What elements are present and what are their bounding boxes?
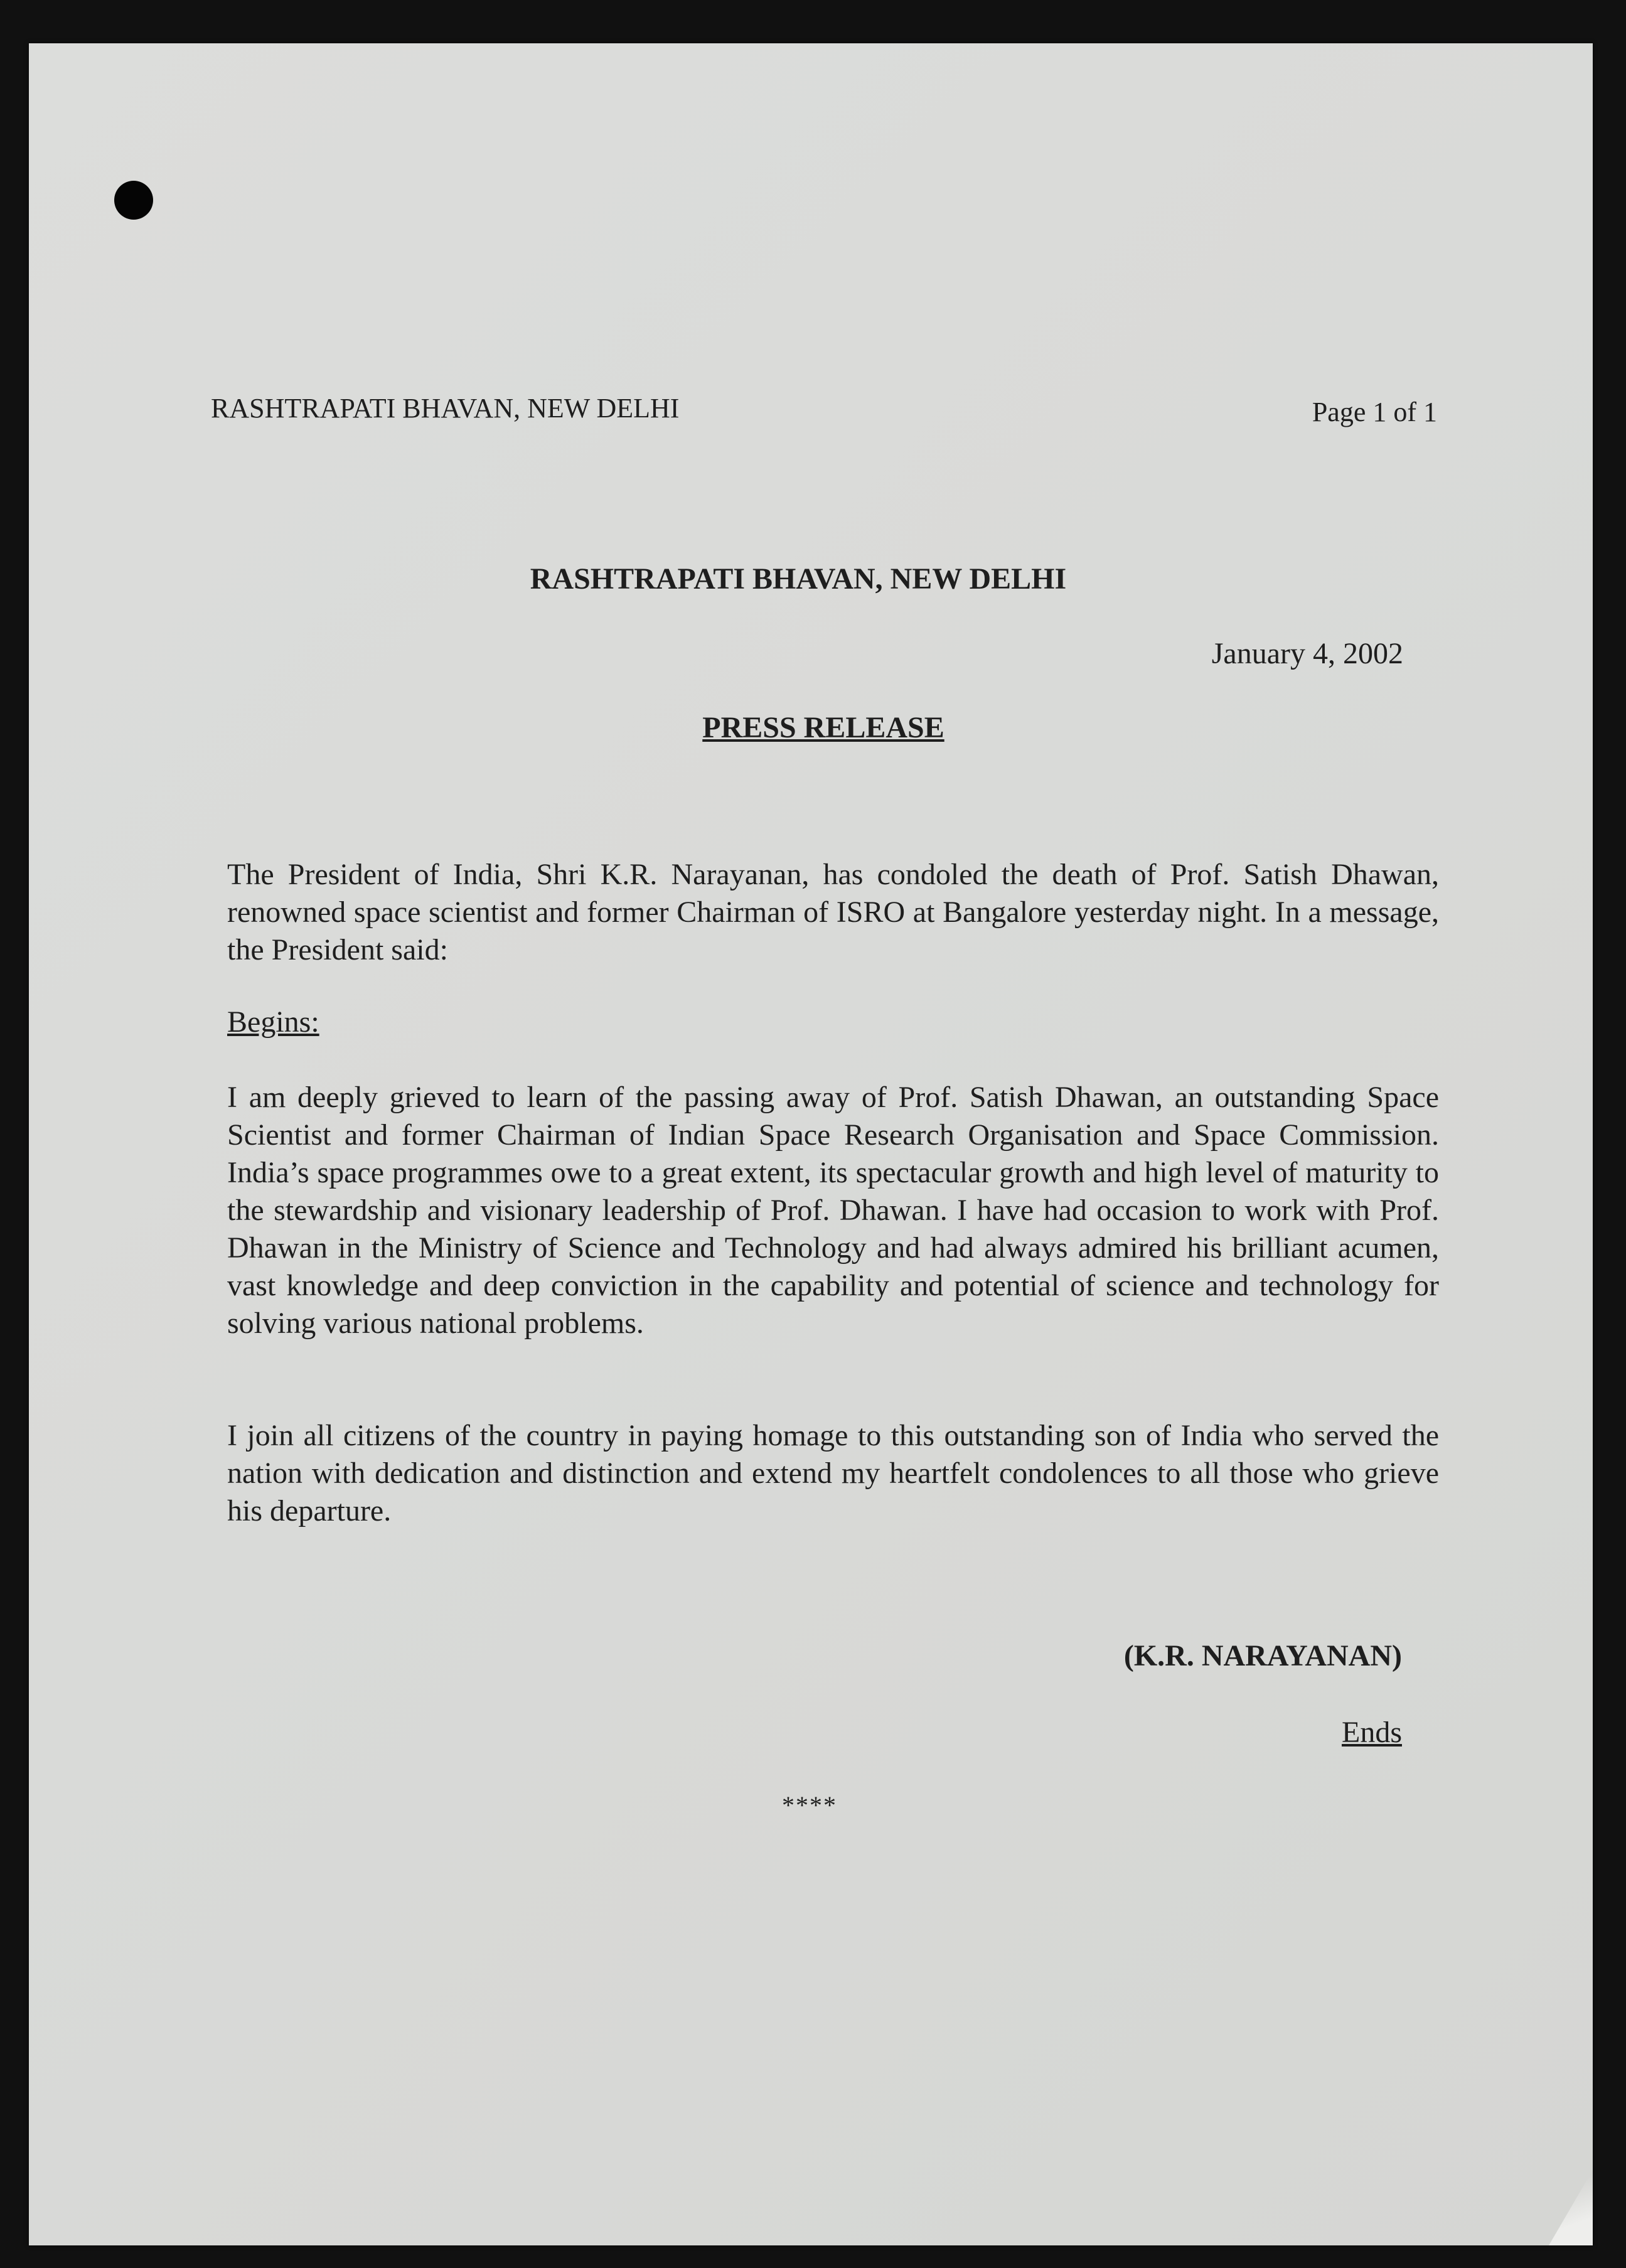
organization-title: RASHTRAPATI BHAVAN, NEW DELHI [530, 562, 1067, 596]
intro-paragraph: The President of India, Shri K.R. Narayanan, has condoled the death of Prof. Satish Dhawan, renowned space scientist and former Chairman of ISRO at Bangalore yesterday night. In a message, the President said: [227, 858, 1439, 966]
message-paragraph-1: I am deeply grieved to learn of the passing away of Prof. Satish Dhawan, an outstanding Space Scientist and former Chairman of Indian Space Research Organisation and Space Commission. India’s space programmes owe to a great extent, its spectacular growth and high level of maturity to the stewardship and visionary leadership of Prof. Dhawan. I have had occasion to work with Prof. Dhawan in the Ministry of Science and Technology and had always admired his brilliant acumen, vast knowledge and deep conviction in the capability and potential of science and technology for solving various national problems. [227, 1081, 1439, 1340]
header-left: RASHTRAPATI BHAVAN, NEW DELHI [211, 393, 680, 424]
page-number: Page 1 of 1 [1312, 397, 1437, 427]
ends-label: Ends [1342, 1716, 1402, 1749]
release-date: January 4, 2002 [1211, 637, 1403, 670]
message-paragraph-2: I join all citizens of the country in paying homage to this outstanding son of India who served the nation with dedication and distinction and extend my heartfelt condolences to all those who grieve his departure. [227, 1419, 1439, 1527]
press-release-heading-text: PRESS RELEASE [702, 711, 944, 744]
document-page [29, 43, 1593, 2245]
signature: (K.R. NARAYANAN) [1123, 1639, 1402, 1672]
begins-label: Begins: [227, 1005, 319, 1039]
corner-curl [1549, 2170, 1593, 2245]
press-release-heading [41, 710, 1605, 745]
closing-asterisks: **** [782, 1791, 837, 1819]
punch-hole [114, 181, 153, 220]
